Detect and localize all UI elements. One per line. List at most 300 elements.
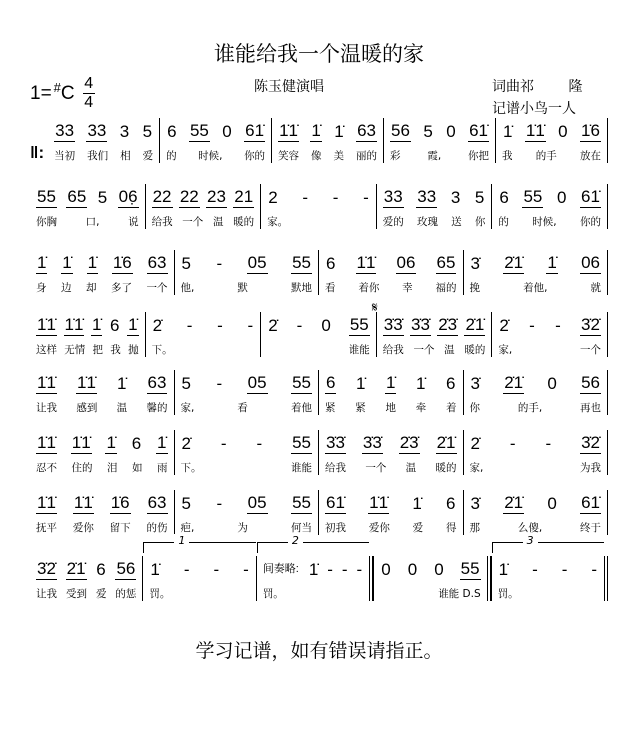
lyric-word: 丽的 bbox=[356, 150, 378, 162]
measure bbox=[48, 118, 159, 163]
note-group: 33 bbox=[383, 187, 403, 206]
note-group: 61̇ bbox=[581, 493, 600, 512]
volta-bracket bbox=[257, 534, 369, 553]
note-group: 6 bbox=[131, 434, 142, 453]
measure bbox=[376, 184, 492, 229]
notes bbox=[36, 250, 168, 274]
notes bbox=[181, 250, 313, 274]
measure bbox=[373, 556, 490, 601]
note-group: 2̇ bbox=[470, 434, 480, 453]
note-group: 5 bbox=[181, 374, 191, 393]
lyrics bbox=[36, 460, 168, 475]
lyric-word: 身 bbox=[36, 282, 47, 294]
score-row bbox=[30, 534, 608, 601]
measure bbox=[30, 490, 174, 535]
lyric-word: 你的 bbox=[244, 150, 266, 162]
measure bbox=[491, 312, 608, 357]
note-group: 0 bbox=[558, 122, 568, 141]
note-group: 21 bbox=[234, 187, 254, 206]
notes bbox=[470, 490, 602, 514]
note-group: 6 bbox=[326, 254, 336, 273]
note-group: 2̇ bbox=[152, 316, 163, 335]
score-row bbox=[30, 118, 608, 163]
note-group: 1̇1̇ bbox=[369, 493, 389, 512]
lyric-word: 紧 bbox=[325, 402, 336, 414]
volta-number: 1 bbox=[174, 534, 189, 547]
lyric-word: 着 bbox=[446, 402, 457, 414]
lyric-word: 让我 bbox=[36, 588, 57, 600]
note-group: 0 bbox=[446, 122, 456, 141]
notes bbox=[267, 184, 370, 208]
key-one: 1= bbox=[30, 82, 52, 104]
lyrics bbox=[498, 342, 601, 357]
lyric-word: 何当 bbox=[291, 522, 312, 534]
measure bbox=[174, 250, 319, 295]
lyric-word: 你的 bbox=[579, 216, 601, 228]
lyrics bbox=[498, 214, 601, 229]
measure bbox=[145, 312, 261, 357]
lyric-word: 感到 bbox=[76, 402, 98, 414]
lyric-word: 着他, bbox=[523, 282, 548, 294]
notes bbox=[470, 430, 602, 454]
note-group: 55 bbox=[292, 433, 311, 452]
lyric-word: 霞, bbox=[427, 150, 442, 162]
score-row bbox=[30, 300, 608, 357]
note-group: - bbox=[247, 316, 254, 335]
note-group: 56 bbox=[391, 121, 410, 140]
volta-number: 2 bbox=[288, 534, 303, 547]
note-group: 0 bbox=[547, 494, 557, 513]
note-group: 1̇1̇ bbox=[37, 373, 56, 392]
lyric-word: 一个 bbox=[413, 344, 435, 356]
notes bbox=[36, 430, 168, 454]
note-group: 5 bbox=[142, 122, 153, 141]
lyric-word: 地 bbox=[385, 402, 396, 414]
lyrics bbox=[498, 586, 598, 601]
measure bbox=[260, 184, 376, 229]
lyric-word: 把 bbox=[92, 344, 104, 356]
note-group: 2̇ bbox=[181, 434, 191, 453]
note-group: 1̇ bbox=[62, 253, 72, 272]
lyric-word: 放在 bbox=[579, 150, 601, 162]
lyric-word: 家, bbox=[498, 344, 513, 356]
notes bbox=[470, 250, 602, 274]
lyrics bbox=[36, 400, 168, 415]
note-group: 1̇ bbox=[503, 122, 513, 141]
measure bbox=[463, 430, 609, 475]
lyrics bbox=[181, 400, 313, 415]
notes bbox=[383, 184, 486, 208]
lyrics bbox=[325, 460, 457, 475]
note-group: 61̇ bbox=[469, 121, 488, 140]
measure bbox=[260, 312, 376, 357]
note-group: 6 bbox=[110, 316, 120, 335]
lyric-word: 温 bbox=[444, 344, 455, 356]
measure bbox=[463, 490, 609, 535]
lyric-word: 默地 bbox=[291, 282, 312, 294]
lyric-word: 边 bbox=[61, 282, 72, 294]
note-group: 1̇1̇ bbox=[356, 253, 376, 272]
note-group: 05 bbox=[247, 493, 267, 512]
lyric-word: 你把 bbox=[468, 150, 489, 162]
lyric-word: 的手, bbox=[517, 402, 543, 414]
note-group: - bbox=[363, 188, 369, 207]
notes bbox=[278, 118, 377, 142]
note-group: - bbox=[243, 560, 249, 579]
lyrics bbox=[380, 586, 480, 601]
measure bbox=[463, 370, 609, 415]
note-group: 3̇2̇ bbox=[581, 433, 600, 452]
lyric-word: 他, bbox=[180, 282, 195, 294]
lyric-word: 口, bbox=[85, 216, 100, 228]
lyric-word: 我 bbox=[502, 150, 513, 162]
measure bbox=[174, 430, 319, 475]
lyrics bbox=[152, 342, 255, 357]
notes bbox=[36, 556, 136, 580]
note-group: 05 bbox=[247, 373, 267, 392]
note-group: - bbox=[216, 494, 223, 513]
note-group: - bbox=[216, 254, 223, 273]
note-group: 0 bbox=[407, 560, 418, 579]
volta-number: 3 bbox=[523, 534, 538, 547]
notes bbox=[263, 556, 363, 580]
note-group: 1̇1̇ bbox=[77, 373, 96, 392]
transcriber-credit: 记谱小鸟一人 bbox=[492, 101, 576, 117]
note-group: 5 bbox=[474, 188, 485, 207]
lyric-word: 谁能 bbox=[291, 462, 312, 474]
lyric-word: 着你 bbox=[358, 282, 380, 294]
note-group: - bbox=[529, 316, 535, 335]
note-group: 1̇ bbox=[37, 253, 47, 272]
note-group: 1̇ bbox=[386, 373, 396, 392]
lyric-word: 彩 bbox=[390, 150, 401, 162]
lyrics bbox=[470, 280, 602, 295]
notes bbox=[383, 312, 486, 336]
score-row bbox=[30, 430, 608, 475]
singer: 陈玉健演唱 bbox=[254, 79, 324, 95]
footer-note: 学习记谱，如有错误请指正。 bbox=[195, 640, 443, 662]
lyric-word: 挽 bbox=[469, 282, 480, 294]
measure bbox=[174, 490, 319, 535]
measure bbox=[318, 370, 463, 415]
lyrics bbox=[383, 214, 486, 229]
note-group: 0 bbox=[381, 560, 391, 579]
time-signature bbox=[83, 76, 95, 111]
lyrics bbox=[470, 520, 602, 535]
lyric-word: 美 bbox=[333, 150, 345, 162]
lyric-word: 爱你 bbox=[72, 522, 94, 534]
note-group: 3̇ bbox=[470, 374, 480, 393]
lyrics bbox=[36, 342, 139, 357]
lyric-word: 像 bbox=[311, 150, 322, 162]
note-group: 33 bbox=[87, 121, 107, 140]
notes bbox=[36, 370, 168, 394]
note-group: 2̇ bbox=[499, 316, 509, 335]
note-group: 5 bbox=[423, 122, 433, 141]
note-group: 06 bbox=[581, 253, 600, 272]
note-group: - bbox=[356, 560, 363, 579]
notes bbox=[390, 118, 489, 142]
lyric-word: 雨 bbox=[157, 462, 168, 474]
note-group: - bbox=[561, 560, 568, 579]
notes bbox=[498, 184, 601, 208]
lyrics bbox=[181, 280, 313, 295]
lyrics bbox=[36, 280, 168, 295]
lyrics bbox=[325, 520, 457, 535]
note-group: 3̇3̇ bbox=[383, 315, 403, 334]
lyric-word: 你 bbox=[469, 402, 480, 414]
note-group: 2 bbox=[268, 188, 278, 207]
notes bbox=[325, 250, 457, 274]
lyric-word: 温 bbox=[405, 462, 417, 474]
note-group: 63 bbox=[147, 373, 167, 392]
measure bbox=[495, 118, 608, 163]
lyrics bbox=[267, 214, 370, 229]
lyric-word: 着他 bbox=[291, 402, 312, 414]
note-group: 1̇ bbox=[157, 433, 167, 452]
note-group: 1̇ bbox=[356, 374, 366, 393]
lyrics bbox=[54, 148, 153, 163]
lyric-word: 一个 bbox=[365, 462, 387, 474]
interlude-label: 间奏略: bbox=[262, 563, 299, 575]
lyric-word: 给我 bbox=[151, 216, 173, 228]
measure bbox=[159, 118, 271, 163]
note-group: 1̇ bbox=[92, 315, 102, 334]
note-group: 1̇6 bbox=[110, 493, 130, 512]
lyric-word: 爱你 bbox=[368, 522, 390, 534]
note-group: 6 bbox=[446, 374, 456, 393]
lyric-word: 多了 bbox=[111, 282, 132, 294]
note-group: 65 bbox=[436, 253, 456, 272]
lyric-word: 谁能 bbox=[348, 344, 370, 356]
score-row bbox=[30, 490, 608, 535]
note-group: 3̇ bbox=[470, 494, 480, 513]
note-group: 63 bbox=[357, 121, 377, 140]
note-group: 1̇ bbox=[412, 494, 422, 513]
note-group: - bbox=[327, 560, 333, 579]
lyric-word: 福的 bbox=[435, 282, 457, 294]
lyric-word: 罚。 bbox=[262, 588, 284, 600]
lyrics bbox=[149, 586, 249, 601]
repeat-start-sign: ‖: bbox=[30, 143, 45, 162]
note-group: 55 bbox=[292, 253, 311, 272]
note-group: - bbox=[183, 560, 190, 579]
note-group: 6 bbox=[326, 373, 336, 392]
lyric-word: 泪 bbox=[107, 462, 118, 474]
notes bbox=[36, 490, 168, 514]
lyric-word: 却 bbox=[86, 282, 97, 294]
lyric-word: 幸 bbox=[402, 282, 413, 294]
note-group: 5 bbox=[97, 188, 108, 207]
note-group: 1̇1̇ bbox=[37, 315, 56, 334]
lyrics bbox=[325, 280, 457, 295]
note-group: 1̇ bbox=[547, 253, 557, 272]
note-group: 56 bbox=[116, 559, 136, 578]
measure bbox=[491, 184, 608, 229]
note-group: 2̇3̇ bbox=[399, 433, 419, 452]
segno-sign: 𝄋 bbox=[371, 300, 378, 316]
lyric-word: 谁能 D.S bbox=[438, 588, 481, 600]
note-group: 2̇1̇ bbox=[465, 315, 485, 334]
note-group: 1̇ bbox=[106, 433, 116, 452]
note-group: 3̇3̇ bbox=[362, 433, 382, 452]
notes bbox=[152, 312, 255, 336]
notes bbox=[325, 430, 457, 454]
note-group: 0 bbox=[547, 374, 557, 393]
note-group: 05 bbox=[247, 253, 267, 272]
score-row bbox=[30, 184, 608, 229]
note-group: 1̇ bbox=[117, 374, 127, 393]
lyric-word: 家。 bbox=[267, 216, 289, 228]
measure bbox=[371, 300, 492, 357]
note-group: 1̇1̇ bbox=[64, 315, 84, 334]
note-group: 55 bbox=[460, 559, 480, 578]
measure bbox=[30, 184, 145, 229]
note-group: - bbox=[555, 316, 561, 335]
note-group: 1̇6 bbox=[112, 253, 132, 272]
lyric-word: 无情 bbox=[64, 344, 86, 356]
lyric-word: 时候, bbox=[532, 216, 557, 228]
lyric-word: 玫瑰 bbox=[416, 216, 438, 228]
measure bbox=[145, 184, 261, 229]
measure bbox=[271, 118, 383, 163]
note-group: - bbox=[186, 316, 193, 335]
note-group: 1̇1̇ bbox=[525, 121, 545, 140]
lyrics bbox=[390, 148, 489, 163]
lyrics bbox=[278, 148, 377, 163]
lyrics bbox=[36, 520, 168, 535]
lyric-word: 温 bbox=[212, 216, 224, 228]
lyric-word: 一个 bbox=[182, 216, 204, 228]
notes bbox=[152, 184, 255, 208]
note-group: 55 bbox=[292, 493, 311, 512]
lyric-word: 家, bbox=[469, 462, 484, 474]
note-group: 22 bbox=[152, 187, 172, 206]
measure bbox=[463, 250, 609, 295]
lyrics bbox=[267, 342, 370, 357]
note-group: 1̇ bbox=[334, 122, 344, 141]
note-group: 65 bbox=[67, 187, 87, 206]
note-group: 0 bbox=[434, 560, 444, 579]
note-group: 56 bbox=[581, 373, 600, 392]
lyric-word: 暖的 bbox=[233, 216, 255, 228]
note-group: 3 bbox=[450, 188, 461, 207]
note-group: 0 bbox=[321, 316, 331, 335]
note-group: 3̇3̇ bbox=[411, 315, 430, 334]
lyric-word: 么傻, bbox=[517, 522, 543, 534]
notes bbox=[54, 118, 153, 142]
note-group: 2̇1̇ bbox=[504, 373, 524, 392]
note-group: 55 bbox=[523, 187, 543, 206]
lyric-word: 看 bbox=[325, 282, 336, 294]
time-top: 4 bbox=[84, 75, 94, 92]
notes bbox=[325, 370, 457, 394]
note-group: 2̇3̇ bbox=[438, 315, 458, 334]
lyric-word: 忍不 bbox=[36, 462, 57, 474]
lyric-word: 罚。 bbox=[149, 588, 171, 600]
note-group: 6 bbox=[499, 188, 509, 207]
lyric-word: 受到 bbox=[65, 588, 87, 600]
note-group: 3̇3̇ bbox=[326, 433, 345, 452]
lyric-word: 的惩 bbox=[115, 588, 137, 600]
note-group: 1̇ bbox=[128, 315, 138, 334]
note-group: 63 bbox=[147, 253, 167, 272]
note-group: 1̇ bbox=[308, 560, 319, 579]
score-row bbox=[30, 250, 608, 295]
note-group: 1̇1̇ bbox=[37, 433, 56, 452]
note-group: 2̇ bbox=[268, 316, 278, 335]
lyrics bbox=[166, 148, 265, 163]
lyric-word: 如 bbox=[132, 462, 143, 474]
note-group: - bbox=[302, 188, 309, 207]
lyric-word: 得 bbox=[445, 522, 457, 534]
score-row bbox=[30, 370, 608, 415]
note-group: - bbox=[509, 434, 516, 453]
note-group: 1̇ bbox=[498, 560, 509, 579]
lyric-word: 疤, bbox=[180, 522, 195, 534]
key-signature bbox=[30, 76, 95, 111]
note-group: - bbox=[591, 560, 598, 579]
lyric-word: 时候, bbox=[198, 150, 223, 162]
lyric-word: 牵 bbox=[415, 402, 427, 414]
notes bbox=[470, 370, 602, 394]
note-group: 06 bbox=[396, 253, 416, 272]
lyric-word: 暖的 bbox=[435, 462, 457, 474]
lyric-word: 你 bbox=[474, 216, 486, 228]
lyric-word: 下。 bbox=[151, 344, 173, 356]
volta-bracket bbox=[143, 534, 255, 553]
lyric-word: 你胸 bbox=[36, 216, 57, 228]
composer-credit: 词曲祁 隆 bbox=[492, 79, 583, 95]
measure bbox=[30, 430, 174, 475]
lyric-word: 初我 bbox=[325, 522, 346, 534]
lyric-word: 罚。 bbox=[497, 588, 519, 600]
lyric-word: 这样 bbox=[36, 344, 57, 356]
lyric-word: 的手 bbox=[535, 150, 557, 162]
note-group: 3̇2̇ bbox=[581, 315, 600, 334]
note-group: 2̇1̇ bbox=[504, 493, 524, 512]
lyric-word: 的 bbox=[498, 216, 509, 228]
lyrics bbox=[152, 214, 255, 229]
lyric-word: 为 bbox=[237, 522, 248, 534]
measure bbox=[142, 534, 255, 601]
measure bbox=[318, 430, 463, 475]
lyrics bbox=[263, 586, 363, 601]
lyric-word: 当初 bbox=[54, 150, 76, 162]
lyric-word: 终于 bbox=[580, 522, 601, 534]
note-group: 3̇2̇ bbox=[37, 559, 56, 578]
lyric-word: 抚平 bbox=[36, 522, 57, 534]
lyric-word: 紧 bbox=[355, 402, 366, 414]
note-group: - bbox=[545, 434, 552, 453]
notes bbox=[502, 118, 601, 142]
lyric-word: 笑容 bbox=[278, 150, 300, 162]
note-group: 2̇1̇ bbox=[66, 559, 86, 578]
time-bottom: 4 bbox=[84, 94, 94, 111]
lyric-word: 那 bbox=[469, 522, 480, 534]
note-group: 1̇1̇ bbox=[71, 433, 91, 452]
note-group: - bbox=[256, 434, 263, 453]
notes bbox=[166, 118, 265, 142]
notes bbox=[498, 312, 601, 336]
note-group: 0 bbox=[222, 122, 232, 141]
note-group: 1̇1̇ bbox=[37, 493, 56, 512]
lyric-word: 送 bbox=[451, 216, 462, 228]
note-group: 22 bbox=[179, 187, 199, 206]
lyrics bbox=[36, 586, 136, 601]
volta-bracket bbox=[492, 534, 604, 553]
lyrics bbox=[181, 520, 313, 535]
